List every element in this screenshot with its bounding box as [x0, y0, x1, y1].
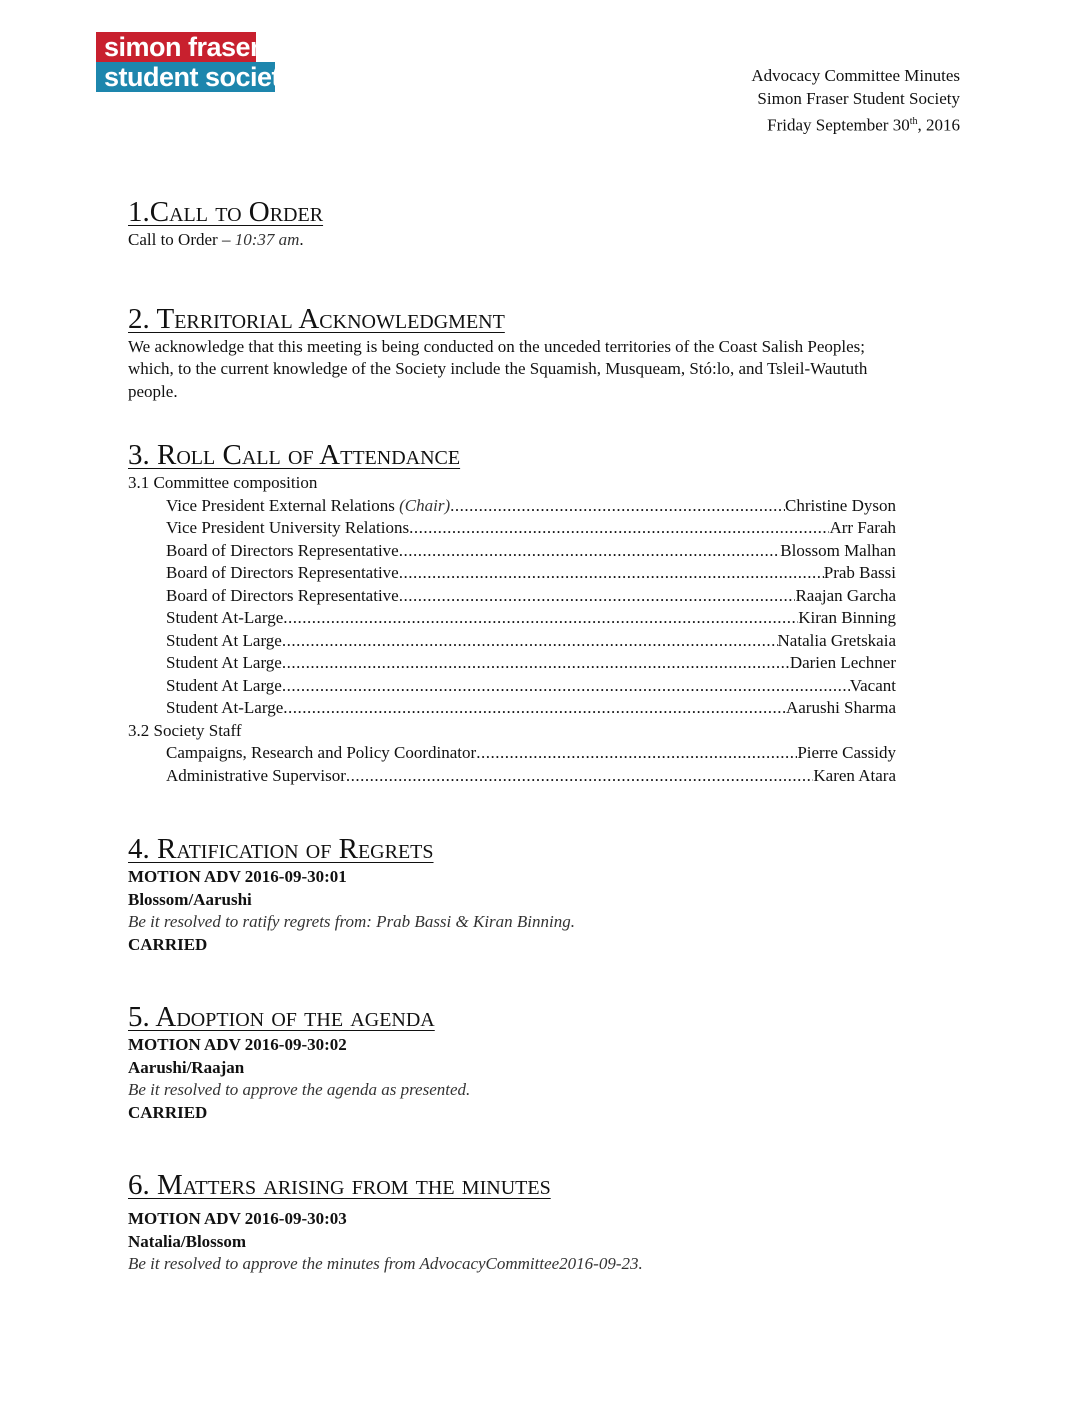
attendance-row: [166, 630, 896, 653]
dot-leader: [282, 630, 778, 653]
section-title: 5. Adoption of the agenda: [128, 1001, 435, 1033]
attendance-row: [166, 495, 896, 518]
attendee-name: Vacant: [849, 675, 896, 695]
staff-list: [128, 742, 896, 787]
attendance-row: [166, 697, 896, 720]
attendee-role: Vice President External Relations (Chair): [166, 495, 451, 515]
attendee-name: Aarushi Sharma: [785, 698, 896, 717]
attendee-role: Campaigns, Research and Policy Coordinator: [166, 743, 477, 762]
attendance-row: [166, 765, 896, 788]
attendee-role: Administrative Supervisor: [166, 765, 346, 785]
attendee-role: Board of Directors Representative: [166, 585, 399, 605]
motion-result: CARRIED: [128, 1102, 208, 1122]
attendee-name: Karen Atara: [813, 765, 896, 785]
attendance-row: [166, 652, 896, 675]
dot-leader: [399, 540, 781, 563]
attendance-row: [166, 562, 896, 585]
document-header: [751, 64, 960, 137]
attendee-name: Kiran Binning: [798, 608, 896, 627]
header-title: Advocacy Committee Minutes: [751, 66, 960, 85]
attendee-name: Raajan Garcha: [795, 585, 896, 605]
attendance-row: [166, 607, 896, 630]
dot-leader: [409, 517, 829, 540]
dot-leader: [282, 675, 850, 698]
section-call-to-order: [128, 195, 896, 252]
section-title: 1.Call to Order: [128, 196, 324, 228]
attendee-role: Vice President University Relations: [166, 518, 410, 537]
acknowledgment-text: We acknowledge that this meeting is being conducted on the unceded territories of the Coast Salish Peoples; which, to the current knowledge of the Society include the Squamish, Musqueam, Stó:lo, and Tsleil-Waututh people.: [128, 336, 868, 401]
attendee-role: Board of Directors Representative: [166, 540, 399, 560]
attendee-role: Student At-Large: [166, 608, 284, 627]
logo-line-2: student society: [96, 62, 275, 92]
motion-result: CARRIED: [128, 934, 208, 954]
motion-number: MOTION ADV 2016-09-30:03: [128, 1209, 347, 1228]
document-body: [128, 195, 896, 1276]
dot-leader: [283, 607, 798, 630]
attendee-name: Christine Dyson: [785, 495, 896, 515]
attendee-name: Darien Lechner: [789, 653, 896, 672]
motion-number: MOTION ADV 2016-09-30:02: [128, 1035, 347, 1054]
attendance-row: [166, 742, 896, 765]
attendee-role: Board of Directors Representative: [166, 563, 399, 582]
attendee-note: (Chair): [399, 495, 451, 515]
attendee-name: Prab Bassi: [823, 563, 896, 582]
dot-leader: [399, 562, 824, 585]
attendance-row: [166, 517, 896, 540]
dot-leader: [476, 742, 797, 765]
members-list: [128, 495, 896, 720]
header-org: Simon Fraser Student Society: [757, 89, 960, 108]
dot-leader: [450, 495, 785, 518]
section-ratification-of-regrets: [128, 832, 896, 956]
motion-movers: Blossom/Aarushi: [128, 889, 252, 909]
attendance-row: [166, 540, 896, 563]
dot-leader: [346, 765, 814, 788]
attendee-role: Student At Large: [166, 630, 282, 650]
logo-line-1: simon fraser: [96, 32, 256, 62]
call-to-order-text: Call to Order – 10:37 am.: [128, 230, 304, 249]
attendee-name: Pierre Cassidy: [797, 743, 896, 762]
attendee-role: Student At-Large: [166, 698, 284, 717]
attendee-name: Blossom Malhan: [780, 540, 896, 560]
section-title: 4. Ratification of Regrets: [128, 833, 434, 865]
attendee-role: Student At Large: [166, 675, 282, 695]
motion-movers: Natalia/Blossom: [128, 1231, 247, 1251]
attendee-role: Student At Large: [166, 653, 282, 672]
header-date: Friday September 30th, 2016: [767, 115, 960, 135]
attendance-row: [166, 585, 896, 608]
society-staff-heading: 3.2 Society Staff: [128, 720, 242, 740]
attendee-name: Natalia Gretskaia: [777, 630, 896, 650]
section-matters-arising: [128, 1168, 896, 1276]
attendee-name: Arr Farah: [829, 518, 896, 537]
sfss-logo: [96, 32, 295, 92]
motion-resolution: Be it resolved to approve the minutes from AdvocacyCommittee2016-09-23.: [128, 1254, 643, 1273]
motion-resolution: Be it resolved to ratify regrets from: Prab Bassi & Kiran Binning.: [128, 912, 576, 931]
section-title: 6. Matters arising from the minutes: [128, 1169, 551, 1201]
motion-number: MOTION ADV 2016-09-30:01: [128, 867, 347, 886]
dot-leader: [283, 697, 786, 720]
dot-leader: [282, 652, 790, 675]
motion-movers: Aarushi/Raajan: [128, 1057, 245, 1077]
attendance-row: [166, 675, 896, 698]
motion-resolution: Be it resolved to approve the agenda as presented.: [128, 1080, 471, 1099]
section-adoption-of-agenda: [128, 1000, 896, 1124]
section-title: 3. Roll Call of Attendance: [128, 439, 461, 471]
section-territorial-acknowledgment: [128, 302, 896, 404]
section-title: 2. Territorial Acknowledgment: [128, 302, 505, 335]
section-roll-call: [128, 438, 896, 787]
committee-composition-heading: 3.1 Committee composition: [128, 473, 318, 492]
dot-leader: [399, 585, 796, 608]
